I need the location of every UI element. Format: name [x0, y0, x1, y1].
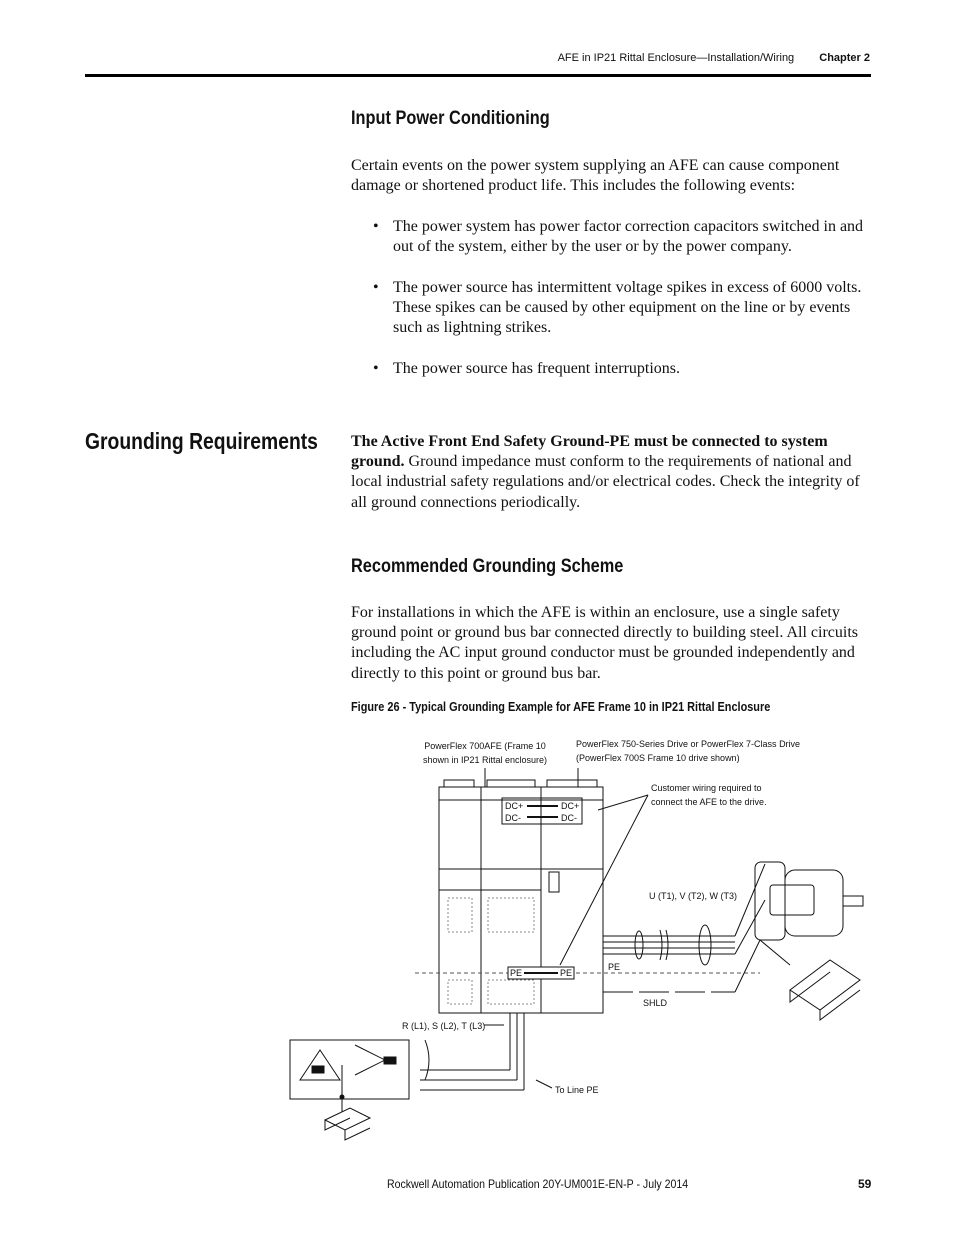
label-afe-line2: shown in IP21 Rittal enclosure)	[422, 755, 548, 765]
label-pe-cable: PE	[608, 962, 621, 972]
heading-recommended-grounding-scheme: Recommended Grounding Scheme	[351, 556, 624, 577]
header-rule	[85, 74, 871, 77]
label-motor-terminals: U (T1), V (T2), W (T3)	[649, 891, 737, 901]
list-item	[373, 359, 871, 379]
motor-ground-steel	[790, 960, 860, 1010]
heading-grounding-requirements: Grounding Requirements	[85, 428, 318, 454]
bullet-icon: •	[373, 279, 379, 296]
grounding-bold-text: The Active Front End Safety Ground-PE must be connected to system ground.	[351, 433, 828, 471]
label-dc-minus-drive: DC-	[561, 813, 577, 823]
list-item-text: The power source has intermittent voltage spikes in excess of 6000 volts. These spikes can be caused by other equipment on the line or by events such as lightning strikes.	[393, 279, 862, 337]
label-drive-line1: PowerFlex 750-Series Drive or PowerFlex 7-Class Drive	[576, 739, 801, 749]
label-dc-plus-drive: DC+	[561, 801, 580, 811]
header-section-title: AFE in IP21 Rittal Enclosure—Installation/Wiring	[557, 52, 795, 64]
label-afe-line1: PowerFlex 700AFE (Frame 10	[424, 741, 546, 751]
grounding-paragraph	[351, 432, 871, 513]
label-pe-drive: PE	[560, 968, 573, 978]
label-line-terminals: R (L1), S (L2), T (L3)	[402, 1021, 486, 1031]
label-dc-plus-afe: DC+	[505, 801, 524, 811]
label-wiring-line2: connect the AFE to the drive.	[651, 797, 767, 807]
label-to-line-pe: To Line PE	[555, 1085, 599, 1095]
input-power-intro: Certain events on the power system supplying an AFE can cause component damage or shortened product life. This includes the following events:	[351, 157, 840, 195]
bullet-icon: •	[373, 218, 379, 235]
grounding-diagram	[280, 730, 880, 1150]
footer-publication: Rockwell Automation Publication 20Y-UM001E-EN-P - July 2014	[387, 1177, 689, 1191]
heading-input-power-conditioning: Input Power Conditioning	[351, 108, 550, 129]
grounding-text: Ground impedance must conform to the requirements of national and local industrial safety regulations and/or electrical codes. Check the integrity of all ground connections periodically.	[351, 453, 860, 511]
running-header	[558, 52, 870, 64]
label-pe-afe: PE	[510, 968, 523, 978]
header-chapter: Chapter 2	[819, 52, 870, 64]
page-number: 59	[858, 1177, 872, 1191]
label-wiring-line1: Customer wiring required to	[651, 783, 762, 793]
label-dc-minus-afe: DC-	[505, 813, 521, 823]
list-item-text: The power source has frequent interruptions.	[393, 360, 681, 377]
figure-caption: Figure 26 - Typical Grounding Example for AFE Frame 10 in IP21 Rittal Enclosure	[351, 699, 771, 714]
afe-cabinet-left	[439, 787, 481, 1013]
list-item	[373, 278, 871, 339]
scheme-paragraph: For installations in which the AFE is within an enclosure, use a single safety ground point or ground bus bar connected directly to building steel. All circuits including the AC input ground conductor must be grounded independently and directly to this point or ground bus bar.	[351, 604, 859, 682]
bullet-icon: •	[373, 360, 379, 377]
label-drive-line2: (PowerFlex 700S Frame 10 drive shown)	[576, 753, 740, 763]
list-item-text: The power system has power factor correction capacitors switched in and out of the system, either by the user or by the power company.	[393, 218, 864, 256]
list-item	[373, 217, 871, 257]
label-shield: SHLD	[643, 998, 668, 1008]
transformer-box	[290, 1040, 409, 1099]
